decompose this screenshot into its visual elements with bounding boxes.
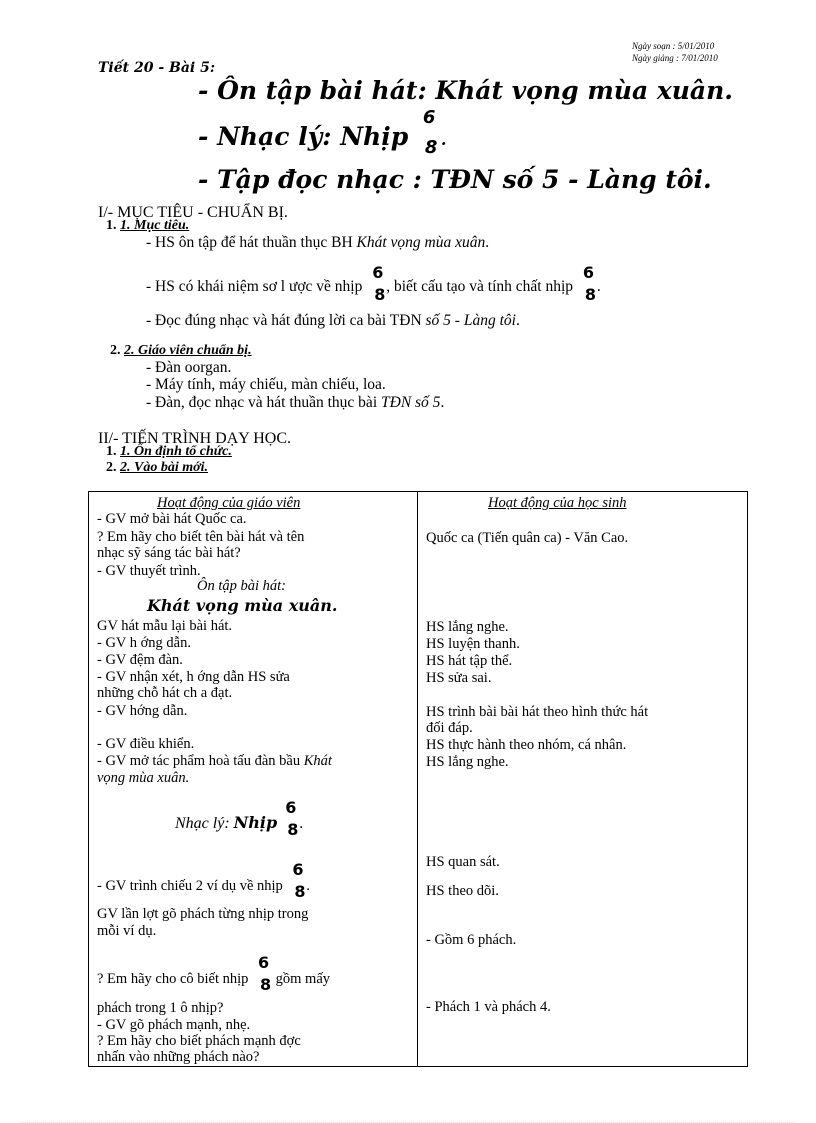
time-signature: 6 8: [285, 798, 299, 839]
teacher-column: Hoạt động của giáo viên - GV mở bài hát Quốc ca. ? Em hãy cho biết tên bài hát và tên nhạc sỹ sáng tác bài hát? - GV thuyết trình. Ôn tập bài hát: Khát vọng mùa xuân. GV hát mẫu lại bài hát. - GV h ớng dẫn. - GV đệm đàn. - GV nhận xét, h ớng dẫn HS sửa những chỗ hát ch a đạt. - GV hớng dẫn. - GV điều khiển. - GV mở tác phẩm hoà tấu đàn bầu Khát vọng mùa xuân. Nhạc lý: Nhịp 6 8 . - GV trình chiếu 2 ví dụ về nhịp 6 8 . GV lần lợt gõ phách từng nhịp trong mỗi ví dụ. ? Em hãy cho cô biết nhịp 6 8 gồm mấy phách trong 1 ô nhịp? - GV gõ phách mạnh, nhẹ. ? Em hãy cho biết phách mạnh đợc nhấn vào những phách nào?: [89, 492, 418, 1067]
date-prepared: Ngày soạn : 5/01/2010: [632, 41, 715, 51]
section2-sub-stabilize: 1. 1. Ổn định tổ chức.: [106, 444, 232, 459]
review-song-heading: Ôn tập bài hát:: [197, 578, 287, 594]
music-theory-heading: Nhạc lý: Nhịp 6 8 .: [175, 798, 304, 839]
objective-2: - HS có khái niệm sơ l ược về nhịp 6 8 , biết cấu tạo và tính chất nhịp 6 8 .: [146, 263, 601, 304]
section1-heading: I/- MỤC TIÊU - CHUẨN BỊ.: [98, 204, 288, 221]
section1-sub-objectives: 1. 1. Mục tiêu.: [106, 218, 190, 233]
date-taught: Ngày giảng : 7/01/2010: [632, 53, 718, 63]
prep-item-2: - Máy tính, máy chiếu, màn chiếu, loa.: [146, 376, 386, 393]
prep-item-1: - Đàn oorgan.: [146, 359, 232, 376]
lesson-label: Tiết 20 - Bài 5:: [98, 60, 216, 76]
time-signature: [422, 107, 441, 158]
title-sight-reading: - Tập đọc nhạc : TĐN số 5 - Làng tôi.: [198, 165, 712, 194]
time-sig-denominator: 8: [424, 137, 438, 158]
student-column: Hoạt động của học sinh Quốc ca (Tiến quân ca) - Văn Cao. HS lắng nghe. HS luyện thanh. HS hát tập thể. HS sửa sai. HS trình bài bài hát theo hình thức hát đối đáp. HS thực hành theo nhóm, cá nhân. HS lắng nghe. HS quan sát. HS theo dõi. - Gồm 6 phách. - Phách 1 và phách 4.: [418, 492, 748, 1067]
time-signature: 6 8: [372, 263, 386, 304]
title-music-theory: - Nhạc lý: Nhịp 6 8 .: [198, 107, 447, 158]
time-sig-numerator: 6: [422, 107, 436, 128]
student-header: Hoạt động của học sinh: [488, 495, 627, 511]
song-title: Khát vọng mùa xuân.: [147, 596, 338, 615]
objective-1: - HS ôn tập để hát thuần thục BH Khát vọng mùa xuân.: [146, 234, 490, 251]
activity-table: [88, 491, 748, 1067]
objective-3: - Đọc đúng nhạc và hát đúng lời ca bài TĐN số 5 - Làng tôi.: [146, 312, 520, 329]
title-review-song: - Ôn tập bài hát: Khát vọng mùa xuân.: [198, 76, 734, 105]
section2-heading: II/- TIẾN TRÌNH DẠY HỌC.: [98, 430, 292, 447]
prep-item-3: - Đàn, đọc nhạc và hát thuần thục bài TĐN số 5.: [146, 394, 445, 411]
time-signature: 6 8: [582, 263, 597, 304]
teacher-header: Hoạt động của giáo viên: [157, 495, 301, 511]
section2-sub-newlesson: 2. 2. Vào bài mới.: [106, 460, 209, 475]
time-signature: 6 8: [292, 860, 306, 901]
time-signature: 6 8: [258, 953, 272, 994]
title-music-theory-text: - Nhạc lý: Nhịp: [198, 122, 409, 151]
section1-sub-preparation: 2. 2. Giáo viên chuẩn bị.: [110, 343, 252, 358]
